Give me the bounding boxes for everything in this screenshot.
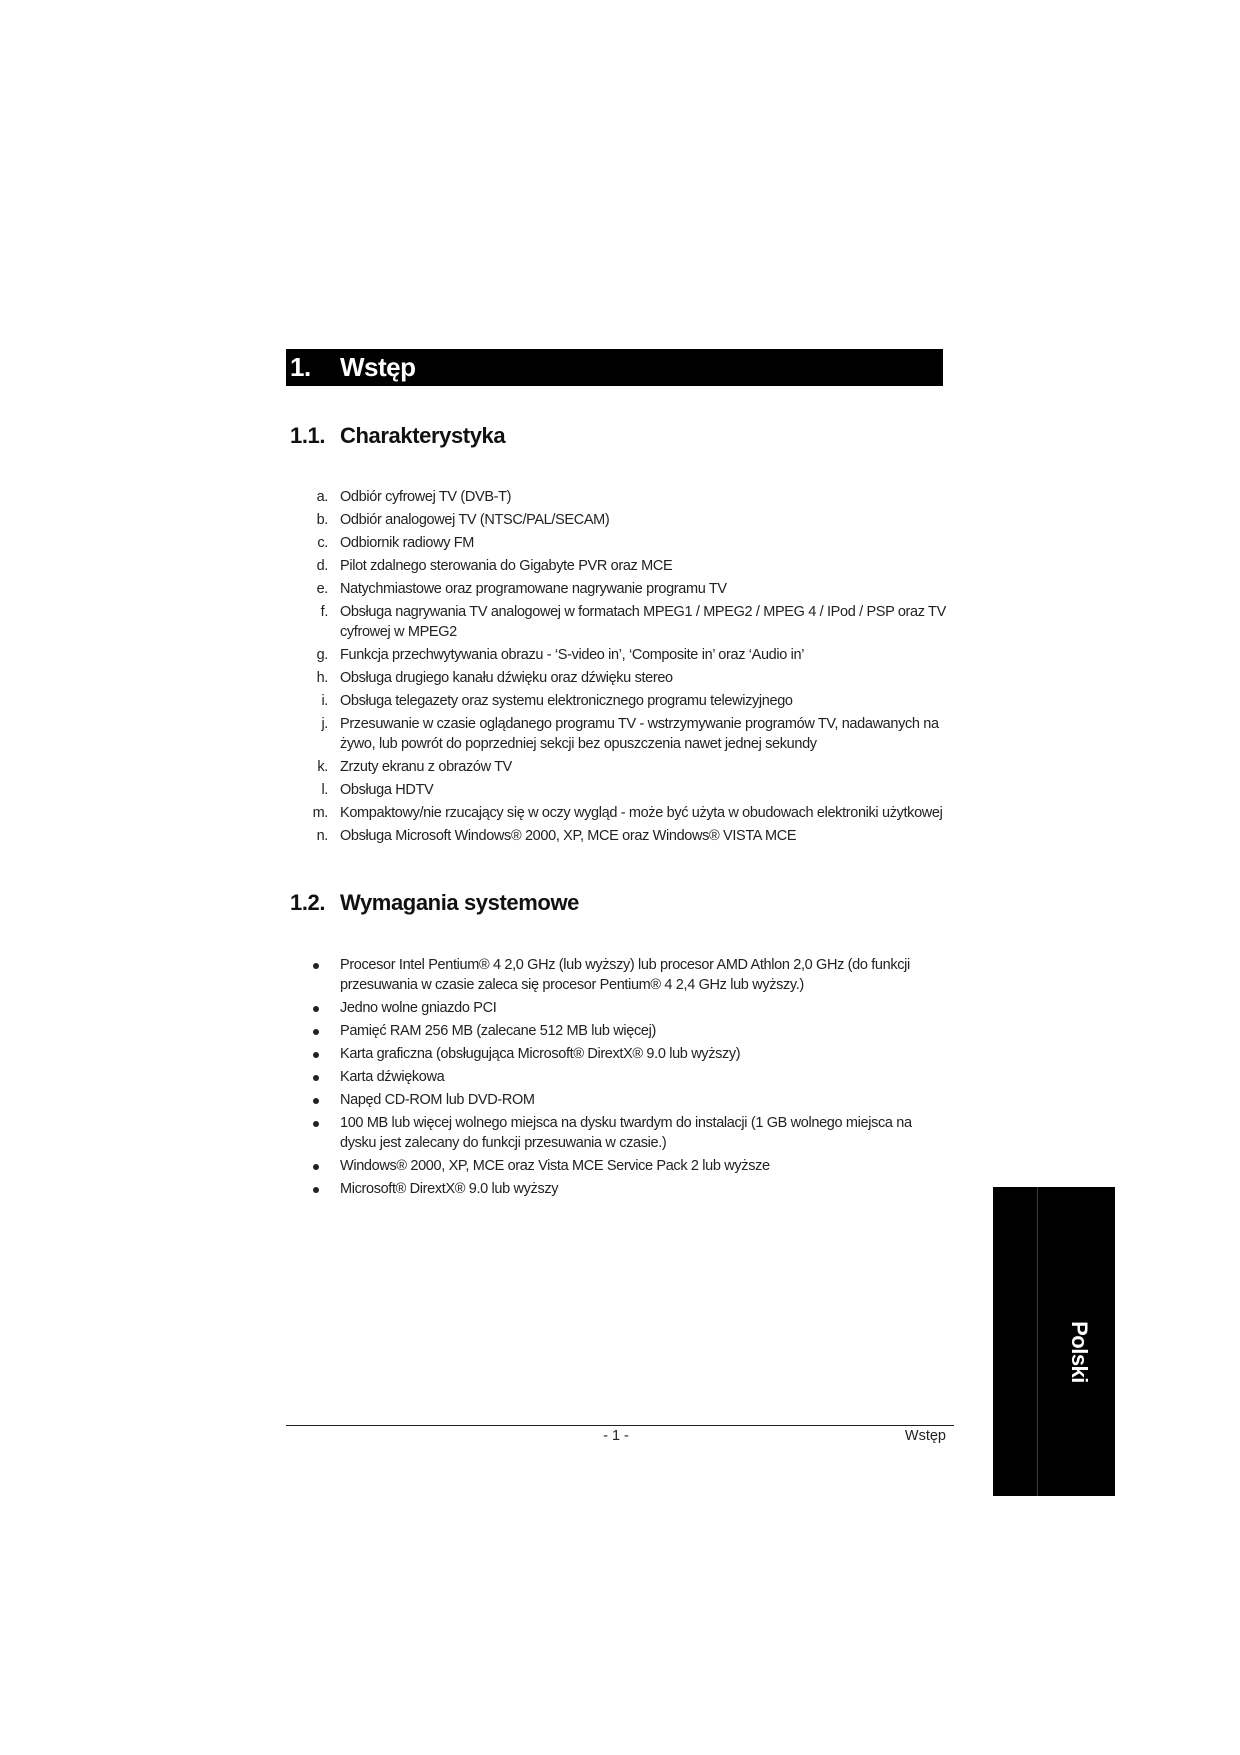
chapter-heading-bar [286,349,943,386]
list-item [290,955,950,995]
bullet-icon [313,1121,319,1127]
list-item-text: Obsługa drugiego kanału dźwięku oraz dźwięku stereo [340,670,673,686]
list-marker: k. [317,759,328,775]
list-item-text: Procesor Intel Pentium® 4 2,0 GHz (lub wyższy) lub procesor AMD Athlon 2,0 GHz (do funkcji przesuwania w czasie zaleca się procesor Pentium® 4 2,4 GHz lub wyższy.) [340,957,910,993]
list-item [290,556,950,576]
list-item [290,1021,950,1041]
requirements-list [290,955,950,1202]
list-item-text: Jedno wolne gniazdo PCI [340,1000,497,1016]
list-item [290,803,950,823]
footer-chapter-title: Wstęp [904,1428,946,1444]
list-item-text: Funkcja przechwytywania obrazu - ‘S-video in’, ‘Composite in’ oraz ‘Audio in’ [340,647,805,663]
list-marker: h. [316,670,328,686]
list-item [290,602,950,642]
footer-rule [286,1425,954,1426]
chapter-title: Wstęp [340,352,416,382]
list-item-text: Odbiór analogowej TV (NTSC/PAL/SECAM) [340,512,610,528]
list-item-text: Microsoft® DirextX® 9.0 lub wyższy [340,1181,559,1197]
bullet-icon [313,1006,319,1012]
list-item [290,510,950,530]
list-item [290,579,950,599]
list-marker: d. [316,558,328,574]
bullet-icon [313,963,319,969]
list-item-text: Kompaktowy/nie rzucający się w oczy wygląd - może być użyta w obudowach elektroniki użytkowej [340,805,943,821]
language-side-tab [993,1187,1115,1496]
list-marker: e. [316,581,328,597]
section-title: Charakterystyka [340,423,506,448]
list-marker: f. [320,604,328,620]
bullet-icon [313,1164,319,1170]
list-item [290,826,950,846]
list-item-text: Obsługa HDTV [340,782,434,798]
bullet-icon [313,1187,319,1193]
list-item-text: Obsługa nagrywania TV analogowej w formatach MPEG1 / MPEG2 / MPEG 4 / IPod / PSP oraz TV cyfrowej w MPEG2 [340,604,946,640]
list-marker: l. [321,782,328,798]
side-tab-divider [1037,1187,1038,1496]
list-item-text: Napęd CD-ROM lub DVD-ROM [340,1092,535,1108]
list-item [290,757,950,777]
section-title: Wymagania systemowe [340,890,579,915]
list-item [290,1067,950,1087]
bullet-icon [313,1075,319,1081]
list-item [290,668,950,688]
list-item-text: Obsługa telegazety oraz systemu elektronicznego programu telewizyjnego [340,693,793,709]
list-item-text: Odbiór cyfrowej TV (DVB-T) [340,489,512,505]
bullet-icon [313,1029,319,1035]
list-marker: a. [316,489,328,505]
page-number: - 1 - [603,1428,629,1444]
list-item [290,487,950,507]
list-marker: i. [321,693,328,709]
list-item-text: Windows® 2000, XP, MCE oraz Vista MCE Service Pack 2 lub wyższe [340,1158,770,1174]
list-item-text: Odbiornik radiowy FM [340,535,475,551]
list-item [290,1044,950,1064]
bullet-icon [313,1098,319,1104]
side-tab-label-box [1047,1317,1111,1387]
list-item-text: 100 MB lub więcej wolnego miejsca na dysku twardym do instalacji (1 GB wolnego miejsca na dysku jest zalecany do funkcji przesuwania w czasie.) [340,1115,912,1151]
list-item-text: Karta dźwiękowa [340,1069,445,1085]
features-list [290,487,950,849]
list-item [290,533,950,553]
section-number: 1.1. [290,423,326,448]
list-item-text: Pamięć RAM 256 MB (zalecane 512 MB lub więcej) [340,1023,656,1039]
list-marker: g. [316,647,328,663]
list-item [290,1090,950,1110]
list-marker: b. [316,512,328,528]
list-item-text: Karta graficzna (obsługująca Microsoft® DirextX® 9.0 lub wyższy) [340,1046,741,1062]
list-item [290,645,950,665]
list-item [290,691,950,711]
bullet-icon [313,1052,319,1058]
list-item-text: Obsługa Microsoft Windows® 2000, XP, MCE oraz Windows® VISTA MCE [340,828,797,844]
section-number: 1.2. [290,890,326,915]
list-marker: c. [317,535,328,551]
list-item [290,780,950,800]
list-item [290,1156,950,1176]
list-item [290,1179,950,1199]
list-marker: n. [316,828,328,844]
list-item [290,998,950,1018]
list-item-text: Przesuwanie w czasie oglądanego programu TV - wstrzymywanie programów TV, nadawanych na żywo, lub powrót do poprzedniej sekcji bez opuszczenia nawet jednej sekundy [340,716,939,752]
chapter-number: 1. [290,352,311,382]
side-tab-label: Polski [1067,1321,1092,1383]
list-item [290,714,950,754]
list-item-text: Pilot zdalnego sterowania do Gigabyte PVR oraz MCE [340,558,673,574]
list-marker: m. [312,805,328,821]
list-item-text: Zrzuty ekranu z obrazów TV [340,759,512,775]
list-item [290,1113,950,1153]
list-marker: j. [321,716,328,732]
list-item-text: Natychmiastowe oraz programowane nagrywanie programu TV [340,581,727,597]
